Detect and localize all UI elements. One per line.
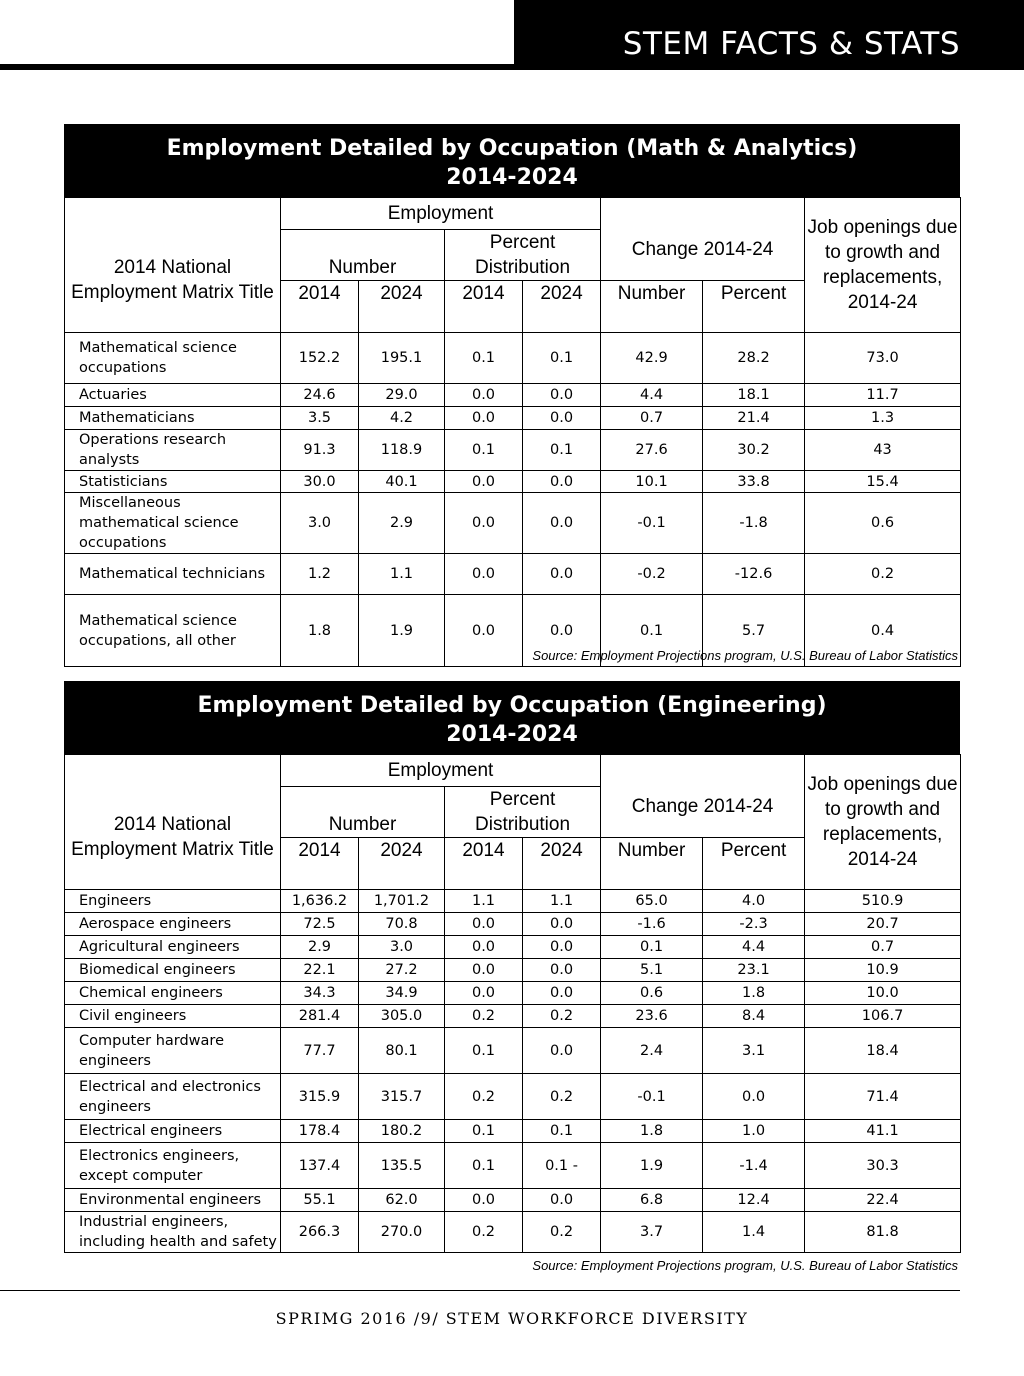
- change-percent-cell: -12.6: [703, 554, 805, 595]
- header-percent-distribution: Percent Distribution: [445, 230, 601, 281]
- job-openings-cell: 0.2: [805, 554, 961, 595]
- number-2024-cell: 315.7: [359, 1074, 445, 1120]
- table-row: [65, 982, 961, 1005]
- change-number-cell: -1.6: [601, 913, 703, 936]
- pct-2014-cell: 0.1: [445, 333, 523, 384]
- header-job-openings: Job openings due to growth and replacements, 2014-24: [805, 755, 961, 890]
- number-2024-cell: 62.0: [359, 1189, 445, 1212]
- table-row: [65, 407, 961, 430]
- number-2024-cell: 195.1: [359, 333, 445, 384]
- job-openings-cell: 18.4: [805, 1028, 961, 1074]
- number-2014-cell: 72.5: [281, 913, 359, 936]
- number-2014-cell: 34.3: [281, 982, 359, 1005]
- table-row: [65, 890, 961, 913]
- number-2014-cell: 178.4: [281, 1120, 359, 1143]
- number-2024-cell: 29.0: [359, 384, 445, 407]
- header-number: Number: [281, 787, 445, 838]
- change-percent-cell: 4.0: [703, 890, 805, 913]
- job-openings-cell: 73.0: [805, 333, 961, 384]
- job-openings-cell: 71.4: [805, 1074, 961, 1120]
- job-openings-cell: 0.6: [805, 493, 961, 554]
- header-number-2014: 2014: [281, 838, 359, 890]
- pct-2014-cell: 0.0: [445, 471, 523, 493]
- pct-2014-cell: 0.1: [445, 1143, 523, 1189]
- table-row: [65, 1143, 961, 1189]
- header-pct-2024: 2024: [523, 838, 601, 890]
- occupation-cell: Industrial engineers, including health and safety: [65, 1212, 281, 1253]
- number-2024-cell: 1,701.2: [359, 890, 445, 913]
- number-2024-cell: 270.0: [359, 1212, 445, 1253]
- table-years: 2014-2024: [446, 722, 578, 747]
- pct-2024-cell: 0.0: [523, 1189, 601, 1212]
- change-number-cell: 65.0: [601, 890, 703, 913]
- number-2024-cell: 3.0: [359, 936, 445, 959]
- pct-2024-cell: 0.0: [523, 1028, 601, 1074]
- change-percent-cell: 21.4: [703, 407, 805, 430]
- number-2014-cell: 3.0: [281, 493, 359, 554]
- number-2014-cell: 1,636.2: [281, 890, 359, 913]
- pct-2024-cell: 0.0: [523, 982, 601, 1005]
- change-percent-cell: 8.4: [703, 1005, 805, 1028]
- change-number-cell: 3.7: [601, 1212, 703, 1253]
- section-banner: [514, 0, 1024, 70]
- table-row: [65, 1005, 961, 1028]
- number-2024-cell: 80.1: [359, 1028, 445, 1074]
- engineering-table: [64, 681, 960, 1253]
- occupation-cell: Chemical engineers: [65, 982, 281, 1005]
- table-source: Source: Employment Projections program, U.S. Bureau of Labor Statistics: [532, 1258, 958, 1273]
- job-openings-cell: 81.8: [805, 1212, 961, 1253]
- pct-2014-cell: 0.0: [445, 407, 523, 430]
- pct-2024-cell: 0.0: [523, 554, 601, 595]
- occupation-cell: Biomedical engineers: [65, 959, 281, 982]
- pct-2024-cell: 0.0: [523, 595, 601, 667]
- number-2014-cell: 91.3: [281, 430, 359, 471]
- number-2024-cell: 1.9: [359, 595, 445, 667]
- change-percent-cell: 1.0: [703, 1120, 805, 1143]
- pct-2014-cell: 0.1: [445, 1028, 523, 1074]
- change-number-cell: -0.1: [601, 1074, 703, 1120]
- change-percent-cell: 3.1: [703, 1028, 805, 1074]
- table-row: [65, 959, 961, 982]
- occupation-cell: Miscellaneous mathematical science occupations: [65, 493, 281, 554]
- pct-2014-cell: 0.0: [445, 595, 523, 667]
- occupation-cell: Aerospace engineers: [65, 913, 281, 936]
- change-percent-cell: -2.3: [703, 913, 805, 936]
- header-number: Number: [281, 230, 445, 281]
- table-source: Source: Employment Projections program, U.S. Bureau of Labor Statistics: [532, 648, 958, 663]
- number-2024-cell: 40.1: [359, 471, 445, 493]
- data-table: [64, 197, 961, 667]
- job-openings-cell: 10.0: [805, 982, 961, 1005]
- number-2024-cell: 180.2: [359, 1120, 445, 1143]
- header-job-openings: Job openings due to growth and replacements, 2014-24: [805, 198, 961, 333]
- number-2014-cell: 152.2: [281, 333, 359, 384]
- table-title-text: Employment Detailed by Occupation (Engineering): [197, 693, 827, 718]
- pct-2024-cell: 0.0: [523, 407, 601, 430]
- table-row: [65, 1212, 961, 1253]
- table-row: [65, 1189, 961, 1212]
- pct-2014-cell: 0.1: [445, 1120, 523, 1143]
- pct-2014-cell: 0.0: [445, 959, 523, 982]
- occupation-cell: Mathematical science occupations: [65, 333, 281, 384]
- change-number-cell: 1.9: [601, 1143, 703, 1189]
- number-2024-cell: 4.2: [359, 407, 445, 430]
- change-percent-cell: 12.4: [703, 1189, 805, 1212]
- job-openings-cell: 10.9: [805, 959, 961, 982]
- number-2014-cell: 3.5: [281, 407, 359, 430]
- occupation-cell: Engineers: [65, 890, 281, 913]
- header-change-percent: Percent: [703, 281, 805, 333]
- pct-2024-cell: 0.0: [523, 493, 601, 554]
- number-2024-cell: 1.1: [359, 554, 445, 595]
- header-change-number: Number: [601, 838, 703, 890]
- table-row: [65, 936, 961, 959]
- pct-2014-cell: 0.0: [445, 913, 523, 936]
- number-2024-cell: 27.2: [359, 959, 445, 982]
- change-number-cell: 1.8: [601, 1120, 703, 1143]
- table-title: [64, 124, 960, 197]
- change-number-cell: 42.9: [601, 333, 703, 384]
- number-2014-cell: 2.9: [281, 936, 359, 959]
- occupation-cell: Civil engineers: [65, 1005, 281, 1028]
- occupation-cell: Operations research analysts: [65, 430, 281, 471]
- pct-2024-cell: 0.1: [523, 430, 601, 471]
- header-number-2014: 2014: [281, 281, 359, 333]
- job-openings-cell: 15.4: [805, 471, 961, 493]
- pct-2014-cell: 0.0: [445, 1189, 523, 1212]
- job-openings-cell: 41.1: [805, 1120, 961, 1143]
- header-pct-2014: 2014: [445, 281, 523, 333]
- table-row: [65, 554, 961, 595]
- header-number-2024: 2024: [359, 281, 445, 333]
- table-row: [65, 1028, 961, 1074]
- change-number-cell: 0.7: [601, 407, 703, 430]
- page-footer: SPRIMG 2016 /9/ STEM WORKFORCE DIVERSITY: [275, 1309, 749, 1328]
- change-number-cell: 5.1: [601, 959, 703, 982]
- number-2024-cell: 70.8: [359, 913, 445, 936]
- number-2024-cell: 2.9: [359, 493, 445, 554]
- change-number-cell: -0.1: [601, 493, 703, 554]
- pct-2024-cell: 0.0: [523, 959, 601, 982]
- pct-2024-cell: 0.1: [523, 1120, 601, 1143]
- number-2014-cell: 266.3: [281, 1212, 359, 1253]
- table-row: [65, 493, 961, 554]
- change-percent-cell: 23.1: [703, 959, 805, 982]
- header-change: Change 2014-24: [601, 198, 805, 281]
- pct-2014-cell: 0.2: [445, 1074, 523, 1120]
- change-number-cell: 27.6: [601, 430, 703, 471]
- pct-2024-cell: 0.0: [523, 471, 601, 493]
- occupation-cell: Mathematical science occupations, all other: [65, 595, 281, 667]
- change-percent-cell: -1.8: [703, 493, 805, 554]
- number-2014-cell: 77.7: [281, 1028, 359, 1074]
- pct-2014-cell: 0.0: [445, 384, 523, 407]
- job-openings-cell: 22.4: [805, 1189, 961, 1212]
- table-row: [65, 430, 961, 471]
- table-row: [65, 471, 961, 493]
- change-percent-cell: 1.8: [703, 982, 805, 1005]
- occupation-cell: Electrical engineers: [65, 1120, 281, 1143]
- number-2014-cell: 1.8: [281, 595, 359, 667]
- change-percent-cell: -1.4: [703, 1143, 805, 1189]
- table-years: 2014-2024: [446, 165, 578, 190]
- job-openings-cell: 30.3: [805, 1143, 961, 1189]
- number-2014-cell: 24.6: [281, 384, 359, 407]
- number-2014-cell: 30.0: [281, 471, 359, 493]
- number-2014-cell: 55.1: [281, 1189, 359, 1212]
- occupation-cell: Mathematical technicians: [65, 554, 281, 595]
- math-analytics-table: [64, 124, 960, 667]
- number-2024-cell: 34.9: [359, 982, 445, 1005]
- pct-2014-cell: 0.0: [445, 554, 523, 595]
- change-percent-cell: 18.1: [703, 384, 805, 407]
- change-number-cell: 6.8: [601, 1189, 703, 1212]
- pct-2014-cell: 0.2: [445, 1005, 523, 1028]
- pct-2024-cell: 0.2: [523, 1074, 601, 1120]
- job-openings-cell: 106.7: [805, 1005, 961, 1028]
- job-openings-cell: 1.3: [805, 407, 961, 430]
- number-2014-cell: 137.4: [281, 1143, 359, 1189]
- footer-rule: [0, 1290, 960, 1291]
- change-percent-cell: 5.7: [703, 595, 805, 667]
- job-openings-cell: 11.7: [805, 384, 961, 407]
- number-2014-cell: 315.9: [281, 1074, 359, 1120]
- change-percent-cell: 33.8: [703, 471, 805, 493]
- section-title: STEM FACTS & STATS: [622, 26, 960, 62]
- header-pct-2014: 2014: [445, 838, 523, 890]
- table-row: [65, 1120, 961, 1143]
- header-matrix-title: 2014 National Employment Matrix Title: [65, 755, 281, 890]
- occupation-cell: Actuaries: [65, 384, 281, 407]
- job-openings-cell: 20.7: [805, 913, 961, 936]
- number-2024-cell: 305.0: [359, 1005, 445, 1028]
- data-table: [64, 754, 961, 1253]
- occupation-cell: Electrical and electronics engineers: [65, 1074, 281, 1120]
- pct-2014-cell: 0.0: [445, 936, 523, 959]
- table-title: [64, 681, 960, 754]
- header-change-percent: Percent: [703, 838, 805, 890]
- pct-2024-cell: 1.1: [523, 890, 601, 913]
- table-row: [65, 333, 961, 384]
- header-employment: Employment: [281, 198, 601, 230]
- pct-2024-cell: 0.2: [523, 1212, 601, 1253]
- change-percent-cell: 0.0: [703, 1074, 805, 1120]
- table-row: [65, 1074, 961, 1120]
- pct-2014-cell: 0.2: [445, 1212, 523, 1253]
- header-matrix-title: 2014 National Employment Matrix Title: [65, 198, 281, 333]
- change-number-cell: 2.4: [601, 1028, 703, 1074]
- change-number-cell: 0.1: [601, 936, 703, 959]
- change-number-cell: 0.6: [601, 982, 703, 1005]
- number-2014-cell: 281.4: [281, 1005, 359, 1028]
- change-number-cell: 23.6: [601, 1005, 703, 1028]
- job-openings-cell: 510.9: [805, 890, 961, 913]
- table-row: [65, 384, 961, 407]
- pct-2014-cell: 0.0: [445, 982, 523, 1005]
- job-openings-cell: 43: [805, 430, 961, 471]
- header-number-2024: 2024: [359, 838, 445, 890]
- occupation-cell: Agricultural engineers: [65, 936, 281, 959]
- header-change: Change 2014-24: [601, 755, 805, 838]
- occupation-cell: Statisticians: [65, 471, 281, 493]
- occupation-cell: Computer hardware engineers: [65, 1028, 281, 1074]
- table-row: [65, 913, 961, 936]
- header-change-number: Number: [601, 281, 703, 333]
- table-title-text: Employment Detailed by Occupation (Math & Analytics): [166, 136, 858, 161]
- change-number-cell: -0.2: [601, 554, 703, 595]
- change-percent-cell: 4.4: [703, 936, 805, 959]
- change-percent-cell: 30.2: [703, 430, 805, 471]
- occupation-cell: Environmental engineers: [65, 1189, 281, 1212]
- pct-2014-cell: 0.1: [445, 430, 523, 471]
- number-2024-cell: 135.5: [359, 1143, 445, 1189]
- pct-2024-cell: 0.0: [523, 913, 601, 936]
- header-employment: Employment: [281, 755, 601, 787]
- change-number-cell: 4.4: [601, 384, 703, 407]
- change-number-cell: 10.1: [601, 471, 703, 493]
- pct-2024-cell: 0.1 -: [523, 1143, 601, 1189]
- occupation-cell: Mathematicians: [65, 407, 281, 430]
- pct-2024-cell: 0.1: [523, 333, 601, 384]
- pct-2014-cell: 1.1: [445, 890, 523, 913]
- change-number-cell: 0.1: [601, 595, 703, 667]
- pct-2014-cell: 0.0: [445, 493, 523, 554]
- header-pct-2024: 2024: [523, 281, 601, 333]
- number-2024-cell: 118.9: [359, 430, 445, 471]
- occupation-cell: Electronics engineers, except computer: [65, 1143, 281, 1189]
- number-2014-cell: 1.2: [281, 554, 359, 595]
- job-openings-cell: 0.4: [805, 595, 961, 667]
- pct-2024-cell: 0.0: [523, 936, 601, 959]
- pct-2024-cell: 0.2: [523, 1005, 601, 1028]
- change-percent-cell: 1.4: [703, 1212, 805, 1253]
- pct-2024-cell: 0.0: [523, 384, 601, 407]
- header-percent-distribution: Percent Distribution: [445, 787, 601, 838]
- job-openings-cell: 0.7: [805, 936, 961, 959]
- change-percent-cell: 28.2: [703, 333, 805, 384]
- number-2014-cell: 22.1: [281, 959, 359, 982]
